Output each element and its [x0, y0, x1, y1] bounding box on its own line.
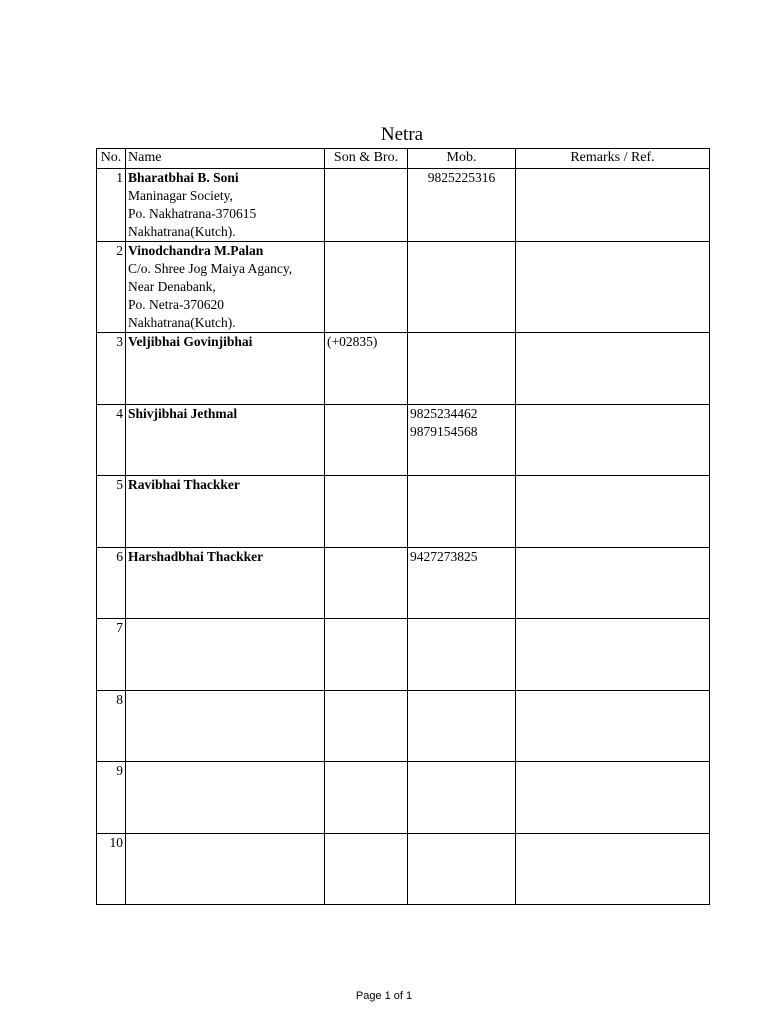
son-bro-cell — [325, 548, 408, 619]
row-number: 7 — [97, 619, 126, 691]
mob-cell — [408, 405, 516, 476]
table-row — [97, 476, 710, 548]
son-bro-cell — [325, 405, 408, 476]
name-cell — [126, 834, 325, 905]
row-number: 5 — [97, 476, 126, 548]
row-number: 9 — [97, 762, 126, 834]
table-row — [97, 333, 710, 405]
remarks-cell — [516, 619, 710, 691]
table-row — [97, 242, 710, 333]
remarks-cell — [516, 762, 710, 834]
row-number: 3 — [97, 333, 126, 405]
name-cell — [126, 762, 325, 834]
table-row — [97, 619, 710, 691]
address-line: Po. Nakhatrana-370615 — [128, 206, 257, 221]
table-header-row — [97, 149, 710, 169]
son-bro-cell — [325, 476, 408, 548]
header-mob: Mob. — [408, 149, 516, 169]
son-bro-cell — [325, 691, 408, 762]
remarks-cell — [516, 333, 710, 405]
header-name: Name — [126, 149, 325, 169]
table-row — [97, 548, 710, 619]
remarks-cell — [516, 169, 710, 242]
address-line: Near Denabank, — [128, 279, 216, 294]
mobile-number: 9427273825 — [410, 549, 478, 564]
mobile-number: 9825225316 — [427, 170, 496, 185]
name-cell — [126, 405, 325, 476]
row-number: 4 — [97, 405, 126, 476]
son-bro-cell — [325, 834, 408, 905]
mob-cell — [408, 476, 516, 548]
row-number: 10 — [97, 834, 126, 905]
table-row — [97, 691, 710, 762]
table-row — [97, 169, 710, 242]
contact-name: Vinodchandra M.Palan — [128, 243, 264, 258]
address-line: C/o. Shree Jog Maiya Agancy, — [128, 261, 293, 276]
remarks-cell — [516, 405, 710, 476]
table-row — [97, 762, 710, 834]
document-title: Netra — [380, 124, 424, 145]
son-bro-cell: (+02835) — [325, 333, 408, 405]
son-bro-cell — [325, 762, 408, 834]
row-number: 6 — [97, 548, 126, 619]
page-footer: Page 1 of 1 — [355, 990, 413, 1002]
name-cell — [126, 242, 325, 333]
son-bro-cell — [325, 169, 408, 242]
mob-cell — [408, 333, 516, 405]
name-cell — [126, 548, 325, 619]
row-number: 1 — [97, 169, 126, 242]
son-bro-cell — [325, 242, 408, 333]
header-no: No. — [97, 149, 126, 169]
row-number: 2 — [97, 242, 126, 333]
table-row — [97, 834, 710, 905]
name-cell — [126, 333, 325, 405]
mob-cell — [408, 691, 516, 762]
name-cell — [126, 619, 325, 691]
mob-cell — [408, 619, 516, 691]
header-remarks: Remarks / Ref. — [516, 149, 710, 169]
mob-cell — [408, 834, 516, 905]
mobile-number: 9825234462 — [410, 406, 478, 421]
contacts-table — [96, 148, 710, 905]
mob-cell — [408, 242, 516, 333]
address-line: Nakhatrana(Kutch). — [128, 224, 236, 239]
contact-name: Ravibhai Thackker — [128, 477, 240, 492]
name-cell — [126, 169, 325, 242]
table-row — [97, 405, 710, 476]
mob-cell — [408, 762, 516, 834]
contact-name: Harshadbhai Thackker — [128, 549, 264, 564]
address-line: Maninagar Society, — [128, 188, 233, 203]
contact-name: Shivjibhai Jethmal — [128, 406, 238, 421]
name-cell — [126, 476, 325, 548]
mob-cell — [408, 169, 516, 242]
son-bro-cell — [325, 619, 408, 691]
mob-cell — [408, 548, 516, 619]
mobile-number: 9879154568 — [410, 424, 478, 439]
remarks-cell — [516, 834, 710, 905]
remarks-cell — [516, 242, 710, 333]
contact-name: Bharatbhai B. Soni — [128, 170, 239, 185]
remarks-cell — [516, 548, 710, 619]
row-number: 8 — [97, 691, 126, 762]
remarks-cell — [516, 476, 710, 548]
address-line: Nakhatrana(Kutch). — [128, 315, 236, 330]
name-cell — [126, 691, 325, 762]
contact-name: Veljibhai Govinjibhai — [128, 334, 253, 349]
address-line: Po. Netra-370620 — [128, 297, 224, 312]
remarks-cell — [516, 691, 710, 762]
header-son-bro: Son & Bro. — [325, 149, 408, 169]
